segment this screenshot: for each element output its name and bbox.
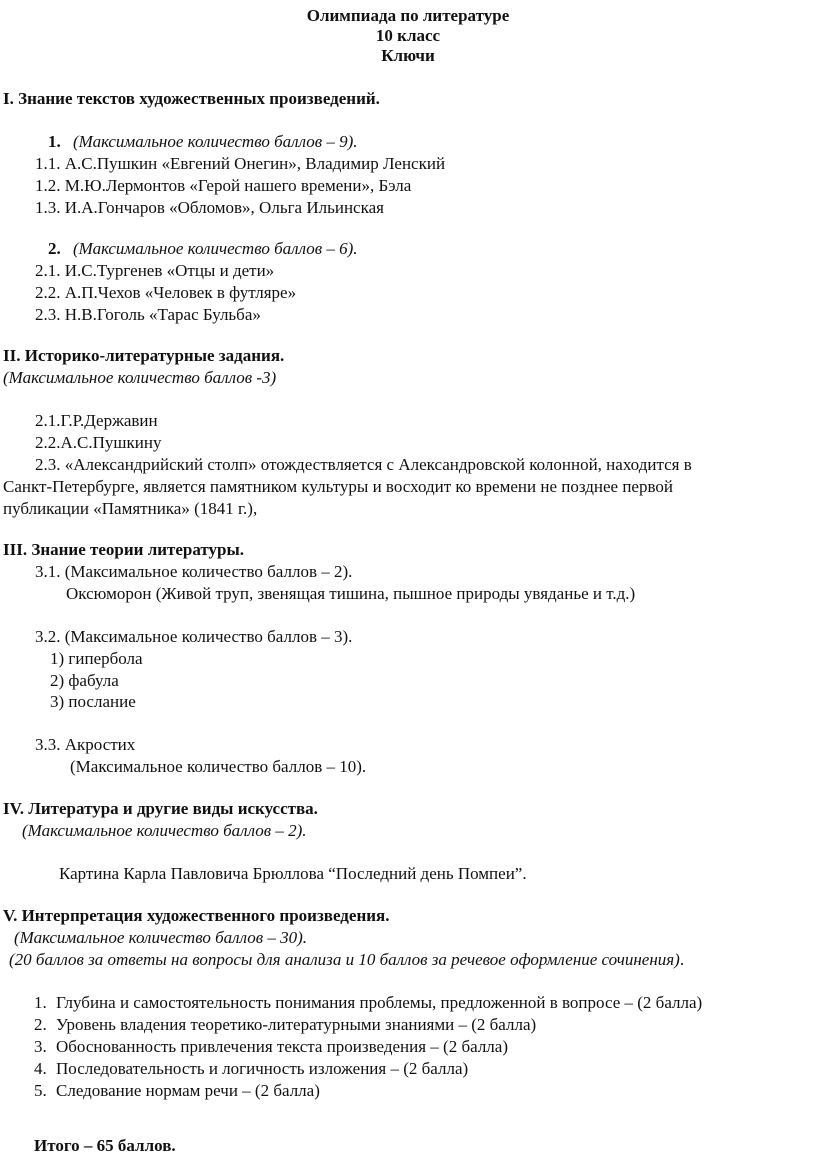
section-5-heading: V. Интерпретация художественного произведения. bbox=[3, 906, 390, 925]
criteria-text: Следование нормам речи – (2 балла) bbox=[56, 1081, 320, 1100]
answer-paragraph-line: 2.3. «Александрийский столп» отождествляется с Александровской колонной, находится в bbox=[35, 455, 692, 474]
question-3-1: 3.1. (Максимальное количество баллов – 2). bbox=[35, 562, 353, 581]
question-number: 1. bbox=[48, 132, 61, 151]
criteria-number: 1. bbox=[34, 993, 47, 1012]
answer-line: 1) гипербола bbox=[50, 649, 143, 668]
criteria-item bbox=[34, 993, 702, 1013]
total-score: Итого – 65 баллов. bbox=[34, 1136, 176, 1155]
grade-label: 10 класс bbox=[375, 26, 441, 45]
answer-line: 2) фабула bbox=[50, 671, 119, 690]
answer-line: 2.3. Н.В.Гоголь «Тарас Бульба» bbox=[35, 305, 261, 324]
section-2-heading: II. Историко-литературные задания. bbox=[3, 346, 285, 365]
question-3-2: 3.2. (Максимальное количество баллов – 3). bbox=[35, 627, 353, 646]
criteria-item bbox=[34, 1059, 468, 1079]
max-points: (Максимальное количество баллов – 2). bbox=[22, 821, 307, 840]
criteria-text: Глубина и самостоятельность понимания проблемы, предложенной в вопросе – (2 балла) bbox=[56, 993, 703, 1012]
criteria-text: Уровень владения теоретико-литературными знаниями – (2 балла) bbox=[56, 1015, 537, 1034]
answer-line: Оксюморон (Живой труп, звенящая тишина, пышное природы увяданье и т.д.) bbox=[66, 584, 636, 603]
answer-paragraph-line: публикации «Памятника» (1841 г.), bbox=[3, 499, 258, 518]
document-subtitle: Ключи bbox=[381, 46, 435, 65]
document-title: Олимпиада по литературе bbox=[306, 6, 510, 25]
answer-line: 2.2.А.С.Пушкину bbox=[35, 433, 162, 452]
max-points: (Максимальное количество баллов – 30). bbox=[14, 928, 307, 947]
section-3-heading: III. Знание теории литературы. bbox=[3, 540, 245, 559]
criteria-number: 2. bbox=[34, 1015, 47, 1034]
criteria-item bbox=[34, 1037, 508, 1057]
answer-line: 1.1. А.С.Пушкин «Евгений Онегин», Владимир Ленский bbox=[35, 154, 446, 173]
question-1-1-header bbox=[48, 132, 357, 152]
max-points: (Максимальное количество баллов -3) bbox=[3, 368, 277, 387]
max-points: (Максимальное количество баллов – 10). bbox=[70, 757, 367, 776]
criteria-text: Последовательность и логичность изложения – (2 балла) bbox=[56, 1059, 469, 1078]
scoring-note-text: (20 баллов за ответы на вопросы для анализа и 10 баллов за речевое оформление сочинения) bbox=[9, 950, 680, 969]
answer-line: 2.1.Г.Р.Державин bbox=[35, 411, 158, 430]
criteria-number: 4. bbox=[34, 1059, 47, 1078]
answer-line: 1.3. И.А.Гончаров «Обломов», Ольга Ильинская bbox=[35, 198, 384, 217]
scoring-note bbox=[9, 950, 684, 970]
answer-line: 1.2. М.Ю.Лермонтов «Герой нашего времени», Бэла bbox=[35, 176, 412, 195]
criteria-item bbox=[34, 1015, 536, 1035]
criteria-text: Обоснованность привлечения текста произведения – (2 балла) bbox=[56, 1037, 508, 1056]
criteria-number: 5. bbox=[34, 1081, 47, 1100]
answer-line: 2.1. И.С.Тургенев «Отцы и дети» bbox=[35, 261, 275, 280]
answer-line: Картина Карла Павловича Брюллова “Последний день Помпеи”. bbox=[59, 864, 527, 883]
max-points: (Максимальное количество баллов – 9). bbox=[73, 132, 358, 151]
scoring-note-end: . bbox=[679, 950, 685, 969]
question-number: 2. bbox=[48, 239, 61, 258]
answer-line: 3) послание bbox=[50, 692, 136, 711]
criteria-item bbox=[34, 1081, 320, 1101]
criteria-number: 3. bbox=[34, 1037, 47, 1056]
max-points: (Максимальное количество баллов – 6). bbox=[73, 239, 358, 258]
answer-line: 2.2. А.П.Чехов «Человек в футляре» bbox=[35, 283, 297, 302]
question-1-2-header bbox=[48, 239, 357, 259]
section-4-heading: IV. Литература и другие виды искусства. bbox=[3, 799, 318, 818]
question-3-3: 3.3. Акростих bbox=[35, 735, 136, 754]
answer-paragraph-line: Санкт-Петербурге, является памятником культуры и восходит ко времени не позднее первой bbox=[3, 477, 673, 496]
section-1-heading: I. Знание текстов художественных произведений. bbox=[3, 89, 380, 108]
